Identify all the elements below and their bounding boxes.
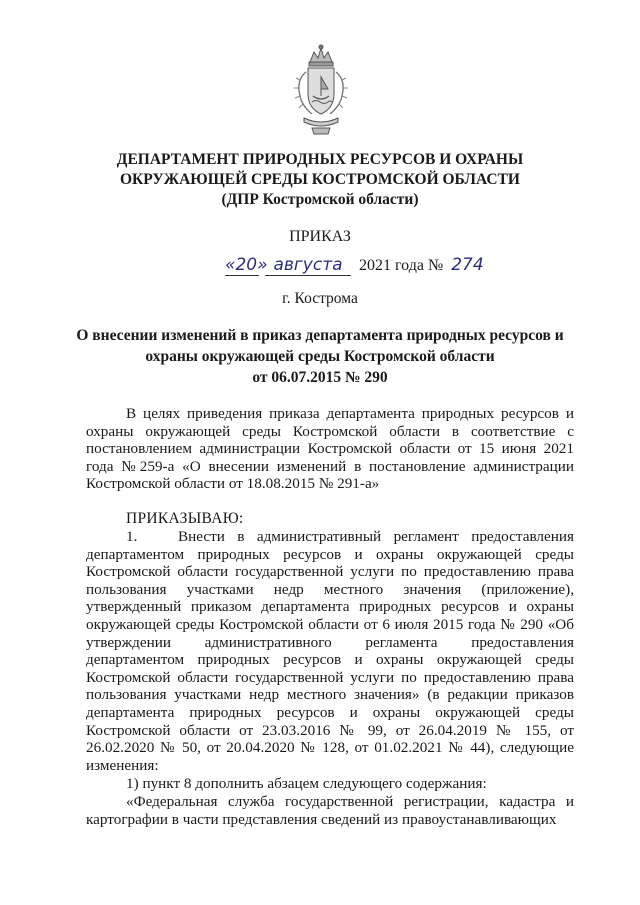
item-1-text: Внести в административный регламент предоставления департаментом природных ресурсов и охраны окружающей среды Костромской области государственной услуги по предоставлению права пользования участками недр местного значения (приложение), утвержденный приказом департамента природных ресурсов и охраны окружающей среды Костромской области от 6 июля 2015 года № 290 «Об утверждении административного регламента предоставления департаментом природных ресурсов и охраны окружающей среды Костромской области государственной услуги по предоставлению права пользования участками недр местного значения» (в редакции приказов департамента природных ресурсов и охраны окружающей среды Костромской области от 23.03.2016 № 99, от 26.04.2019 № 155, от 26.02.2020 № 50, от 20.04.2020 № 128, от 01.02.2021 № 44), следующие изменения: <box>86 528 574 774</box>
department-short-name: (ДПР Костромской области) <box>221 191 419 208</box>
subject-line2: охраны окружающей среды Костромской области <box>145 348 495 365</box>
department-title-line1: ДЕПАРТАМЕНТ ПРИРОДНЫХ РЕСУРСОВ И ОХРАНЫ <box>116 151 524 168</box>
document-type: ПРИКАЗ <box>289 228 351 245</box>
item-1-paragraph <box>86 528 574 774</box>
order-number: 274 <box>451 255 484 275</box>
coat-of-arms-icon <box>288 44 354 136</box>
order-subject <box>60 325 580 388</box>
subitem-1-paragraph: 1) пункт 8 дополнить абзацем следующего содержания: <box>126 775 487 792</box>
department-title-line2: ОКРУЖАЮЩЕЙ СРЕДЫ КОСТРОМСКОЙ ОБЛАСТИ <box>120 171 520 188</box>
item-1-number: 1. <box>126 528 138 545</box>
date-month: августа <box>265 255 351 276</box>
quote-paragraph: «Федеральная служба государственной регистрации, кадастра и картографии в части представления сведений из правоустанавливающих <box>86 793 574 828</box>
subject-line3: от 06.07.2015 № 290 <box>252 369 388 386</box>
subject-line1: О внесении изменений в приказ департамента природных ресурсов и <box>76 327 564 344</box>
city: г. Кострома <box>282 290 358 307</box>
date-year-text: 2021 года № <box>359 257 444 274</box>
preamble-paragraph: В целях приведения приказа департамента природных ресурсов и охраны окружающей среды Костромской области в соответствие с постановлением администрации Костромской области от 15 июня 2021 года №259-а «О внесении изменений в постановление администрации Костромской области от 18.08.2015 № 291-а» <box>86 405 574 493</box>
date-day: «20» <box>225 255 268 275</box>
date-number-line <box>225 255 525 279</box>
department-title <box>60 150 580 210</box>
decree-word: ПРИКАЗЫВАЮ: <box>126 510 244 527</box>
